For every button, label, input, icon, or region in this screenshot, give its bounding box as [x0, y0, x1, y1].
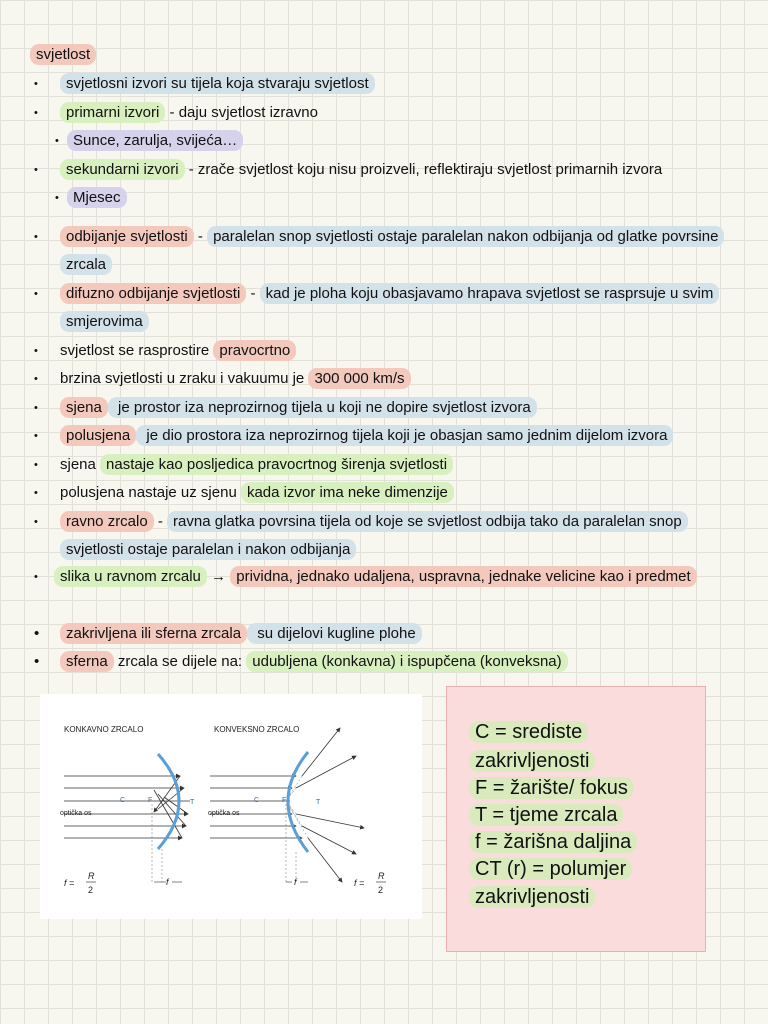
list-item — [30, 620, 742, 648]
highlighted-phrase: svjetlosni izvori su tijela koja stvaraju svjetlost — [60, 73, 375, 94]
bullet: • — [34, 625, 40, 642]
list-item — [30, 394, 742, 422]
focal-label: f — [166, 877, 169, 887]
list-item — [30, 365, 742, 393]
bullet: • — [34, 571, 38, 583]
item-text — [60, 337, 742, 365]
highlighted-phrase: primarni izvori — [60, 102, 165, 123]
plain-text: brzina svjetlosti u zraku i vakuumu je — [60, 370, 309, 387]
focal-label: f — [294, 877, 297, 887]
highlighted-phrase: su dijelovi kugline plohe — [247, 623, 422, 644]
list-item — [30, 422, 742, 450]
item-text — [60, 99, 742, 127]
definitions-note — [446, 686, 706, 952]
item-text — [60, 508, 742, 564]
plain-text: polusjena nastaje uz sjenu — [60, 484, 241, 501]
highlighted-phrase: sferna — [60, 651, 114, 672]
highlighted-phrase: Sunce, zarulja, svijeća… — [67, 130, 243, 151]
highlighted-phrase: pravocrtno — [213, 340, 296, 361]
definition-line: C = srediste — [469, 719, 588, 746]
plain-text: svjetlost se rasprostire — [60, 342, 214, 359]
highlighted-phrase: slika u ravnom zrcalu — [54, 566, 207, 587]
plain-text: sjena — [60, 456, 101, 473]
convex-mirror — [288, 752, 308, 852]
highlighted-phrase: ravno zrcalo — [60, 511, 154, 532]
point-c: C — [120, 797, 126, 804]
list-item — [30, 337, 742, 365]
bullet: • — [34, 653, 40, 670]
plain-text: - — [193, 228, 208, 245]
item-text — [60, 156, 742, 184]
formula-lhs: f = — [354, 878, 365, 888]
list-item — [30, 563, 742, 591]
bullet: • — [34, 487, 38, 499]
plain-text: - — [246, 285, 260, 302]
item-text — [54, 563, 742, 591]
highlighted-phrase: sekundarni izvori — [60, 159, 185, 180]
highlighted-phrase: paralelan snop svjetlosti ostaje paralelan nakon odbijanja od glatke povrsine zrcala — [60, 226, 724, 275]
item-text — [60, 280, 742, 336]
highlighted-phrase: Mjesec — [67, 187, 127, 208]
item-text — [60, 70, 742, 98]
definition-line: zakrivljenosti — [469, 748, 595, 775]
bullet: • — [34, 373, 38, 385]
highlighted-phrase: je dio prostora iza neprozirnog tijela koji je obasjan samo jednim dijelom izvora — [136, 425, 673, 446]
item-text — [67, 127, 742, 155]
list-item — [30, 184, 742, 212]
point-c: C — [254, 797, 260, 804]
bullet: • — [34, 459, 38, 471]
plain-text: → — [206, 568, 231, 585]
bullet: • — [55, 192, 59, 204]
point-t: T — [190, 799, 195, 806]
bullet: • — [55, 135, 59, 147]
axis-label: optička os — [208, 810, 240, 817]
bullet: • — [34, 430, 38, 442]
item-text — [67, 184, 742, 212]
list-item — [30, 127, 742, 155]
definition-line: T = tjeme zrcala — [469, 802, 623, 829]
highlighted-phrase: zakrivljena ili sferna zrcala — [60, 623, 247, 644]
point-t: T — [316, 799, 321, 806]
plain-text: zrcala se dijele na: — [113, 653, 247, 670]
highlighted-phrase: nastaje kao posljedica pravocrtnog širenja svjetlosti — [100, 454, 453, 475]
formula-den: 2 — [378, 885, 384, 895]
item-text — [60, 223, 742, 279]
bullet: • — [34, 231, 38, 243]
list-item — [30, 223, 742, 279]
axis-label: optička os — [60, 810, 92, 817]
concave-title: KONKAVNO ZRCALO — [64, 725, 144, 734]
item-text — [60, 479, 742, 507]
highlighted-phrase: ravna glatka povrsina tijela od koje se svjetlost odbija tako da paralelan snop svjetlosti ostaje paralelan i nakon odbijanja — [60, 511, 688, 560]
list-item — [30, 479, 742, 507]
point-f: F — [282, 797, 287, 804]
definition-line: CT (r) = polumjer — [469, 856, 632, 883]
highlighted-phrase: prividna, jednako udaljena, uspravna, jednake velicine kao i predmet — [230, 566, 696, 587]
bullet: • — [34, 78, 38, 90]
highlighted-phrase: sjena — [60, 397, 108, 418]
formula-den: 2 — [88, 885, 94, 895]
definition-line: f = žarišna daljina — [469, 829, 637, 856]
item-text — [60, 394, 742, 422]
list-item — [30, 70, 742, 98]
list-item — [30, 648, 742, 676]
list-item — [30, 280, 742, 336]
bullet: • — [34, 402, 38, 414]
formula-num: R — [88, 871, 95, 881]
highlighted-phrase: difuzno odbijanje svjetlosti — [60, 283, 246, 304]
item-text — [60, 422, 742, 450]
definition-line: F = žarište/ fokus — [469, 775, 634, 802]
item-text — [60, 648, 742, 676]
bullet: • — [34, 164, 38, 176]
bullet: • — [34, 345, 38, 357]
convex-reflected-rays — [296, 728, 364, 882]
plain-text: - zrače svjetlost koju nisu proizveli, reflektiraju svjetlost primarnih izvora — [184, 161, 663, 178]
highlighted-phrase: polusjena — [60, 425, 136, 446]
definition-line: zakrivljenosti — [469, 884, 595, 911]
highlighted-phrase: kada izvor ima neke dimenzije — [241, 482, 454, 503]
bullet: • — [34, 516, 38, 528]
item-text — [60, 451, 742, 479]
list-item — [30, 451, 742, 479]
list-item — [30, 508, 742, 564]
bullet: • — [34, 107, 38, 119]
formula-num: R — [378, 871, 385, 881]
page-title: svjetlost — [30, 43, 96, 67]
bullet: • — [34, 288, 38, 300]
list-item — [30, 156, 742, 184]
plain-text: - daju svjetlost izravno — [165, 104, 318, 121]
item-text — [60, 365, 742, 393]
plain-text: - — [153, 513, 168, 530]
item-text — [60, 620, 742, 648]
highlighted-phrase: udubljena (konkavna) i ispupčena (konveksna) — [246, 651, 567, 672]
highlighted-phrase: odbijanje svjetlosti — [60, 226, 194, 247]
formula-lhs: f = — [64, 878, 75, 888]
point-f: F — [148, 797, 153, 804]
highlighted-phrase: 300 000 km/s — [308, 368, 410, 389]
highlighted-phrase: je prostor iza neprozirnog tijela u koji ne dopire svjetlost izvora — [108, 397, 537, 418]
convex-title: KONVEKSNO ZRCALO — [214, 725, 300, 734]
list-item — [30, 99, 742, 127]
highlighted-phrase: kad je ploha koju obasjavamo hrapava svjetlost se rasprsuje u svim smjerovima — [60, 283, 719, 332]
mirror-diagram — [40, 694, 422, 919]
